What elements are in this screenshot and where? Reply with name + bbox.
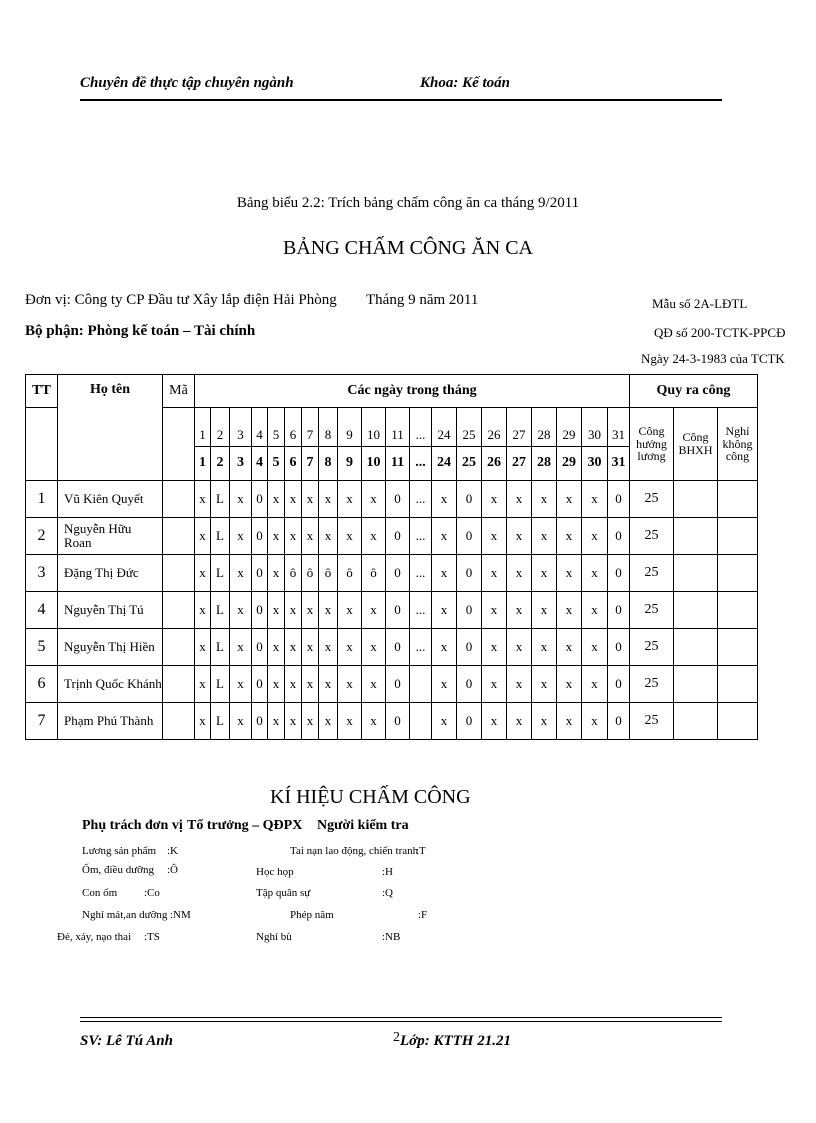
attendance-mark: L [211,703,230,740]
attendance-mark: x [532,555,557,592]
paid-days-header: Công hưởng lương [630,408,674,481]
employee-name: Đặng Thị Đức [58,555,163,592]
attendance-mark: x [268,666,285,703]
legend-label: Phép năm [290,909,334,921]
header-faculty: Khoa: Kế toán [420,75,511,91]
day-header: 28 [532,408,557,447]
day-header: 31 [608,408,630,447]
attendance-mark: x [230,481,252,518]
employee-name: Vũ Kiên Quyết [58,481,163,518]
legend-title: KÍ HIỆU CHẤM CÔNG [270,786,471,808]
attendance-mark: x [302,703,319,740]
day-header: 28 [532,447,557,481]
day-header: 25 [457,447,482,481]
attendance-mark: x [557,481,582,518]
attendance-mark: L [211,555,230,592]
legend-label: Nghỉ mát,an dưỡng [82,909,168,921]
attendance-mark: x [302,481,319,518]
employee-name: Phạm Phú Thành [58,703,163,740]
legend-label: Tai nạn lao động, chiến tranh [290,845,419,857]
attendance-mark: L [211,481,230,518]
day-header: 29 [557,447,582,481]
attendance-mark: x [482,629,507,666]
attendance-mark: 0 [386,481,410,518]
table-row [26,555,758,592]
attendance-mark: x [230,592,252,629]
day-header: 2 [211,447,230,481]
legend-label: Lương sản phẩm [82,845,157,857]
attendance-mark: x [268,629,285,666]
paid-days: 25 [630,629,674,666]
employee-code [163,629,195,666]
insurance-days [674,555,718,592]
employee-code [163,555,195,592]
attendance-mark: x [319,481,338,518]
day-header: 9 [338,408,362,447]
attendance-mark: 0 [608,666,630,703]
attendance-mark: x [582,666,608,703]
attendance-mark: x [338,666,362,703]
attendance-mark: x [482,666,507,703]
form-decision: QĐ số 200-TCTK-PPCĐ [654,325,786,340]
unpaid-days [718,592,758,629]
attendance-mark: x [195,629,211,666]
day-header: 11 [386,408,410,447]
day-header: 5 [268,408,285,447]
attendance-mark: 0 [608,592,630,629]
day-header: 31 [608,447,630,481]
attendance-mark: x [302,518,319,555]
paid-days: 25 [630,703,674,740]
legend-label: Tập quân sự [256,887,311,899]
attendance-mark: x [338,518,362,555]
attendance-mark: 0 [386,518,410,555]
day-header: 3 [230,408,252,447]
attendance-mark: x [230,555,252,592]
attendance-mark: x [432,481,457,518]
attendance-mark: 0 [457,481,482,518]
insurance-days [674,666,718,703]
attendance-mark: 0 [457,666,482,703]
attendance-mark: 0 [386,703,410,740]
header-divider [80,99,722,101]
table-row [26,703,758,740]
attendance-mark: x [582,629,608,666]
attendance-mark: x [230,629,252,666]
employee-name: Nguyễn Hữu Roan [58,518,163,555]
attendance-mark: 0 [608,481,630,518]
attendance-mark: x [362,592,386,629]
legend-label: Đẻ, xảy, nạo thai [57,931,132,943]
attendance-mark: 0 [386,666,410,703]
attendance-mark: x [482,703,507,740]
header-tt-blank [26,408,58,481]
day-header: 8 [319,408,338,447]
attendance-mark: x [362,481,386,518]
signature-unit: Phụ trách đơn vị [82,818,183,833]
attendance-mark: ... [410,555,432,592]
legend-code: :Co [144,887,160,899]
attendance-mark: x [230,703,252,740]
attendance-mark: x [557,703,582,740]
attendance-mark: x [432,555,457,592]
attendance-mark: 0 [252,518,268,555]
row-number: 4 [26,592,58,629]
day-header: 29 [557,408,582,447]
form-date: Ngày 24-3-1983 của TCTK [641,351,785,366]
legend-code: :K [167,845,178,857]
attendance-mark: 0 [608,703,630,740]
attendance-mark: x [507,555,532,592]
day-header: 30 [582,408,608,447]
attendance-mark: x [195,555,211,592]
table-row [26,629,758,666]
attendance-mark: x [557,592,582,629]
legend-code: :F [418,909,428,921]
attendance-mark: x [532,518,557,555]
paid-days: 25 [630,666,674,703]
attendance-mark: x [582,592,608,629]
attendance-mark: x [507,629,532,666]
insurance-days [674,592,718,629]
attendance-mark: x [482,518,507,555]
day-header: 3 [230,447,252,481]
attendance-mark: 0 [386,629,410,666]
attendance-mark: ô [319,555,338,592]
attendance-mark: x [338,629,362,666]
attendance-mark: 0 [386,592,410,629]
attendance-mark: L [211,518,230,555]
attendance-mark: x [338,481,362,518]
paid-days: 25 [630,555,674,592]
attendance-mark: x [582,703,608,740]
page-number: 2 [393,1030,400,1045]
attendance-mark: 0 [608,518,630,555]
employee-code [163,703,195,740]
attendance-mark: ô [338,555,362,592]
attendance-mark: x [507,518,532,555]
attendance-mark: x [362,703,386,740]
attendance-mark: ô [285,555,302,592]
attendance-mark: 0 [457,629,482,666]
attendance-mark: x [285,629,302,666]
unpaid-days [718,666,758,703]
attendance-mark: x [557,555,582,592]
attendance-mark: ... [410,518,432,555]
department-label: Bộ phận: Phòng kế toán – Tài chính [25,323,256,339]
attendance-mark: 0 [608,555,630,592]
day-header: 27 [507,447,532,481]
attendance-mark: x [557,629,582,666]
day-header: 4 [252,408,268,447]
attendance-mark: x [285,518,302,555]
day-header: 9 [338,447,362,481]
table-row [26,666,758,703]
attendance-mark: 0 [252,629,268,666]
row-number: 5 [26,629,58,666]
attendance-mark: x [302,629,319,666]
attendance-mark: x [582,481,608,518]
attendance-mark: x [319,666,338,703]
legend-code: :H [382,866,393,878]
day-header: ... [410,447,432,481]
attendance-mark: x [195,592,211,629]
legend-code: :NM [170,909,191,921]
footer-student: SV: Lê Tú Anh [80,1033,173,1049]
attendance-mark: 0 [252,703,268,740]
attendance-mark: x [557,666,582,703]
row-number: 2 [26,518,58,555]
header-topic: Chuyên đề thực tập chuyên ngành [80,75,294,91]
attendance-mark: 0 [457,703,482,740]
legend-label: Con ốm [82,887,118,899]
attendance-mark: 0 [252,666,268,703]
row-number: 6 [26,666,58,703]
attendance-mark: x [507,592,532,629]
row-number: 7 [26,703,58,740]
attendance-mark: x [285,703,302,740]
footer-class: Lớp: KTTH 21.21 [400,1033,511,1049]
table-caption: Bảng biểu 2.2: Trích bảng chấm công ăn ca tháng 9/2011 [236,195,580,211]
day-header: 11 [386,447,410,481]
paid-days: 25 [630,481,674,518]
attendance-mark: x [195,666,211,703]
day-header: 26 [482,408,507,447]
attendance-mark: x [432,629,457,666]
attendance-mark: x [195,481,211,518]
form-number: Mẫu số 2A-LĐTL [652,296,748,311]
header-name: Họ tên [58,375,163,481]
attendance-mark: 0 [252,555,268,592]
day-header: 27 [507,408,532,447]
day-header: 10 [362,447,386,481]
attendance-mark: x [532,592,557,629]
employee-code [163,481,195,518]
unpaid-days-header: Nghỉ không công [718,408,758,481]
attendance-mark: 0 [252,592,268,629]
day-header: 2 [211,408,230,447]
day-header: 24 [432,408,457,447]
attendance-mark: x [285,481,302,518]
attendance-mark: ô [302,555,319,592]
employee-name: Nguyễn Thị Tú [58,592,163,629]
unpaid-days [718,703,758,740]
footer-divider [80,1017,722,1018]
attendance-mark: x [482,481,507,518]
unpaid-days [718,555,758,592]
attendance-mark: x [362,629,386,666]
unpaid-days [718,518,758,555]
day-header: 10 [362,408,386,447]
row-number: 3 [26,555,58,592]
attendance-mark: x [532,703,557,740]
header-code-blank [163,408,195,481]
legend-code: :Ô [167,864,178,876]
legend-code: :T [416,845,426,857]
attendance-mark: x [302,666,319,703]
attendance-mark: 0 [386,555,410,592]
day-header: 5 [268,447,285,481]
attendance-mark: 0 [457,592,482,629]
attendance-mark: ... [410,481,432,518]
attendance-mark: 0 [457,518,482,555]
day-header: 8 [319,447,338,481]
attendance-mark: x [507,481,532,518]
month-label: Tháng 9 năm 2011 [366,292,479,308]
day-header: 6 [285,408,302,447]
legend-code: :Q [382,887,393,899]
insurance-days-header: Công BHXH [674,408,718,481]
attendance-table [25,374,758,740]
employee-name: Nguyễn Thị Hiền [58,629,163,666]
attendance-mark: x [338,592,362,629]
attendance-mark: x [338,703,362,740]
paid-days: 25 [630,592,674,629]
attendance-mark [410,703,432,740]
legend-code: :TS [144,931,160,943]
paid-days: 25 [630,518,674,555]
attendance-mark: x [507,703,532,740]
day-header: 25 [457,408,482,447]
table-row [26,592,758,629]
page-title: BẢNG CHẤM CÔNG ĂN CA [282,237,534,259]
header-tt: TT [26,375,58,408]
attendance-mark: x [230,518,252,555]
unpaid-days [718,629,758,666]
attendance-mark: x [532,666,557,703]
day-header: 4 [252,447,268,481]
attendance-mark: x [507,666,532,703]
attendance-mark: x [482,592,507,629]
row-number: 1 [26,481,58,518]
header-days: Các ngày trong tháng [195,375,630,408]
attendance-mark: x [268,592,285,629]
day-header: 6 [285,447,302,481]
employee-name: Trịnh Quốc Khánh [58,666,163,703]
attendance-mark: x [268,481,285,518]
attendance-mark: x [195,518,211,555]
attendance-mark: x [268,703,285,740]
attendance-mark: x [362,518,386,555]
table-row [26,481,758,518]
footer-divider [80,1021,722,1022]
attendance-mark: L [211,629,230,666]
attendance-mark: L [211,666,230,703]
day-header: 7 [302,408,319,447]
attendance-mark: x [362,666,386,703]
attendance-mark: x [432,703,457,740]
attendance-mark: 0 [608,629,630,666]
attendance-mark: x [532,629,557,666]
header-summary: Quy ra công [630,375,758,408]
attendance-mark: x [230,666,252,703]
attendance-mark: 0 [252,481,268,518]
legend-code: :NB [382,931,401,943]
insurance-days [674,481,718,518]
signature-leader: Tổ trưởng – QĐPX [187,818,303,833]
attendance-mark [410,666,432,703]
attendance-mark: x [482,555,507,592]
attendance-mark: x [432,518,457,555]
day-header: 26 [482,447,507,481]
attendance-mark: x [319,518,338,555]
insurance-days [674,703,718,740]
insurance-days [674,518,718,555]
attendance-mark: x [285,666,302,703]
attendance-mark: x [319,703,338,740]
attendance-mark: x [285,592,302,629]
legend-label: Ốm, điều dưỡng [82,864,154,876]
attendance-mark: x [582,518,608,555]
day-header: 30 [582,447,608,481]
legend-label: Nghỉ bù [256,931,292,943]
attendance-mark: x [432,666,457,703]
legend-label: Học họp [256,866,294,878]
day-header: 24 [432,447,457,481]
attendance-mark: x [532,481,557,518]
table-row [26,518,758,555]
attendance-mark: 0 [457,555,482,592]
day-header: 1 [195,447,211,481]
attendance-mark: x [268,555,285,592]
attendance-mark: x [319,592,338,629]
attendance-mark: x [432,592,457,629]
unit-label: Đơn vị: Công ty CP Đầu tư Xây lắp điện Hải Phòng [25,292,337,308]
attendance-mark: x [582,555,608,592]
day-header: 1 [195,408,211,447]
attendance-mark: ô [362,555,386,592]
attendance-mark: ... [410,592,432,629]
day-header: 7 [302,447,319,481]
attendance-mark: x [302,592,319,629]
attendance-mark: x [319,629,338,666]
attendance-mark: x [195,703,211,740]
attendance-mark: x [557,518,582,555]
employee-code [163,592,195,629]
signature-checker: Người kiểm tra [317,818,409,833]
day-header: ... [410,408,432,447]
attendance-mark: ... [410,629,432,666]
unpaid-days [718,481,758,518]
insurance-days [674,629,718,666]
attendance-mark: L [211,592,230,629]
header-code: Mã [163,375,195,408]
employee-code [163,518,195,555]
employee-code [163,666,195,703]
attendance-mark: x [268,518,285,555]
